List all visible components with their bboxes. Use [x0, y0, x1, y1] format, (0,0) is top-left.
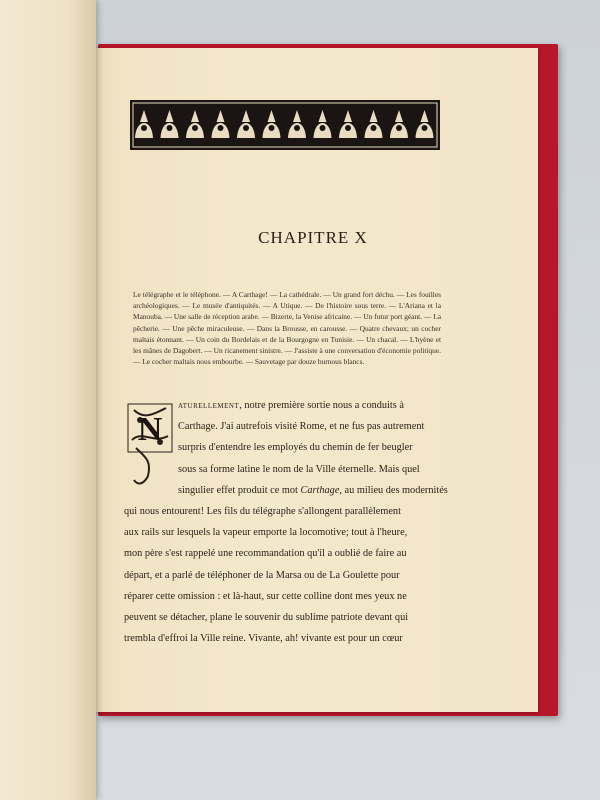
ornament-dot [422, 125, 428, 131]
text-line: sous sa forme latine le nom de la Ville éternelle. Mais quel [178, 463, 420, 475]
ornamental-headpiece [130, 100, 440, 150]
text-line: aux rails sur lesquels la vapeur emporte la locomotive; tout à l'heure, [124, 527, 408, 539]
ornament-dot [345, 125, 351, 131]
text-line: surpris d'entendre les employés du chemin de fer beugler [178, 442, 413, 454]
ornament-dot [269, 125, 275, 131]
text-line: singulier effet produit ce mot Carthage, au milieu des modernités [178, 484, 448, 496]
body-paragraph [124, 395, 448, 649]
ornament-dot [396, 125, 402, 131]
ornament-dot [141, 125, 147, 131]
first-word: aturellement [178, 400, 240, 411]
summary-text: Le télégraphe et le téléphone. — A Carthage! — La cathédrale. — Un grand fort déchu. — Les fouilles archéologiques. — Le musée d'antiquités. — A Utique. — De l'histoire sous terre. — L'Ariana et la Manouba. — Une salle de réception arabe. — Bizerte, la Venise africaine. — Un futur port géant. — La pêcherie. — Une pêche miraculeuse. — Dans la Brousse, en carousse. — Quatre chevaux; un cocher maltais étonnant. — Un coin du Bordelais et de la Bourgogne en Tunisie. — Un chacal. — L'hyène et les mânes de Dagobert. — Un ricanement sinistre. — J'assiste à une conversation d'économie politique. — Le cocher maltais nous embourbe. — Sauvetage par douze burnous blancs. [133, 290, 441, 367]
text-line: mon père s'est rappelé une recommandation qu'il a oublié de faire au [124, 548, 407, 560]
text-line: réparer cette omission : et là-haut, sur cette colline dont mes yeux ne [124, 590, 407, 602]
ornament-dot [371, 125, 377, 131]
ornament-dot [243, 125, 249, 131]
italic-word: Carthage [300, 484, 340, 496]
text-line: départ, et a parlé de téléphoner de la Marsa ou de La Goulette pour [124, 569, 400, 581]
text-line: qui nous entourent! Les fils du télégraphe s'allongent parallèlement [124, 506, 401, 518]
ornament-dot [167, 125, 173, 131]
ornament-dot [320, 125, 326, 131]
chapter-summary [133, 289, 441, 367]
text-line: peuvent se détacher, plane le souvenir du sublime patriote devant qui [124, 612, 409, 624]
ornament-dot [218, 125, 224, 131]
chapter-title: CHAPITRE X [258, 228, 368, 247]
text-line: Carthage. J'ai autrefois visité Rome, et ne fus pas autrement [178, 421, 425, 433]
text-line: trembla d'effroi la Ville reine. Vivante, ah! vivante est pour un cœur [124, 633, 403, 645]
ornament-dot [294, 125, 300, 131]
facing-page [0, 0, 96, 800]
ornament-dot [192, 125, 198, 131]
dropcap-letter: N [137, 411, 163, 448]
text-line: aturellement, notre première sortie nous a conduits à [178, 400, 404, 411]
